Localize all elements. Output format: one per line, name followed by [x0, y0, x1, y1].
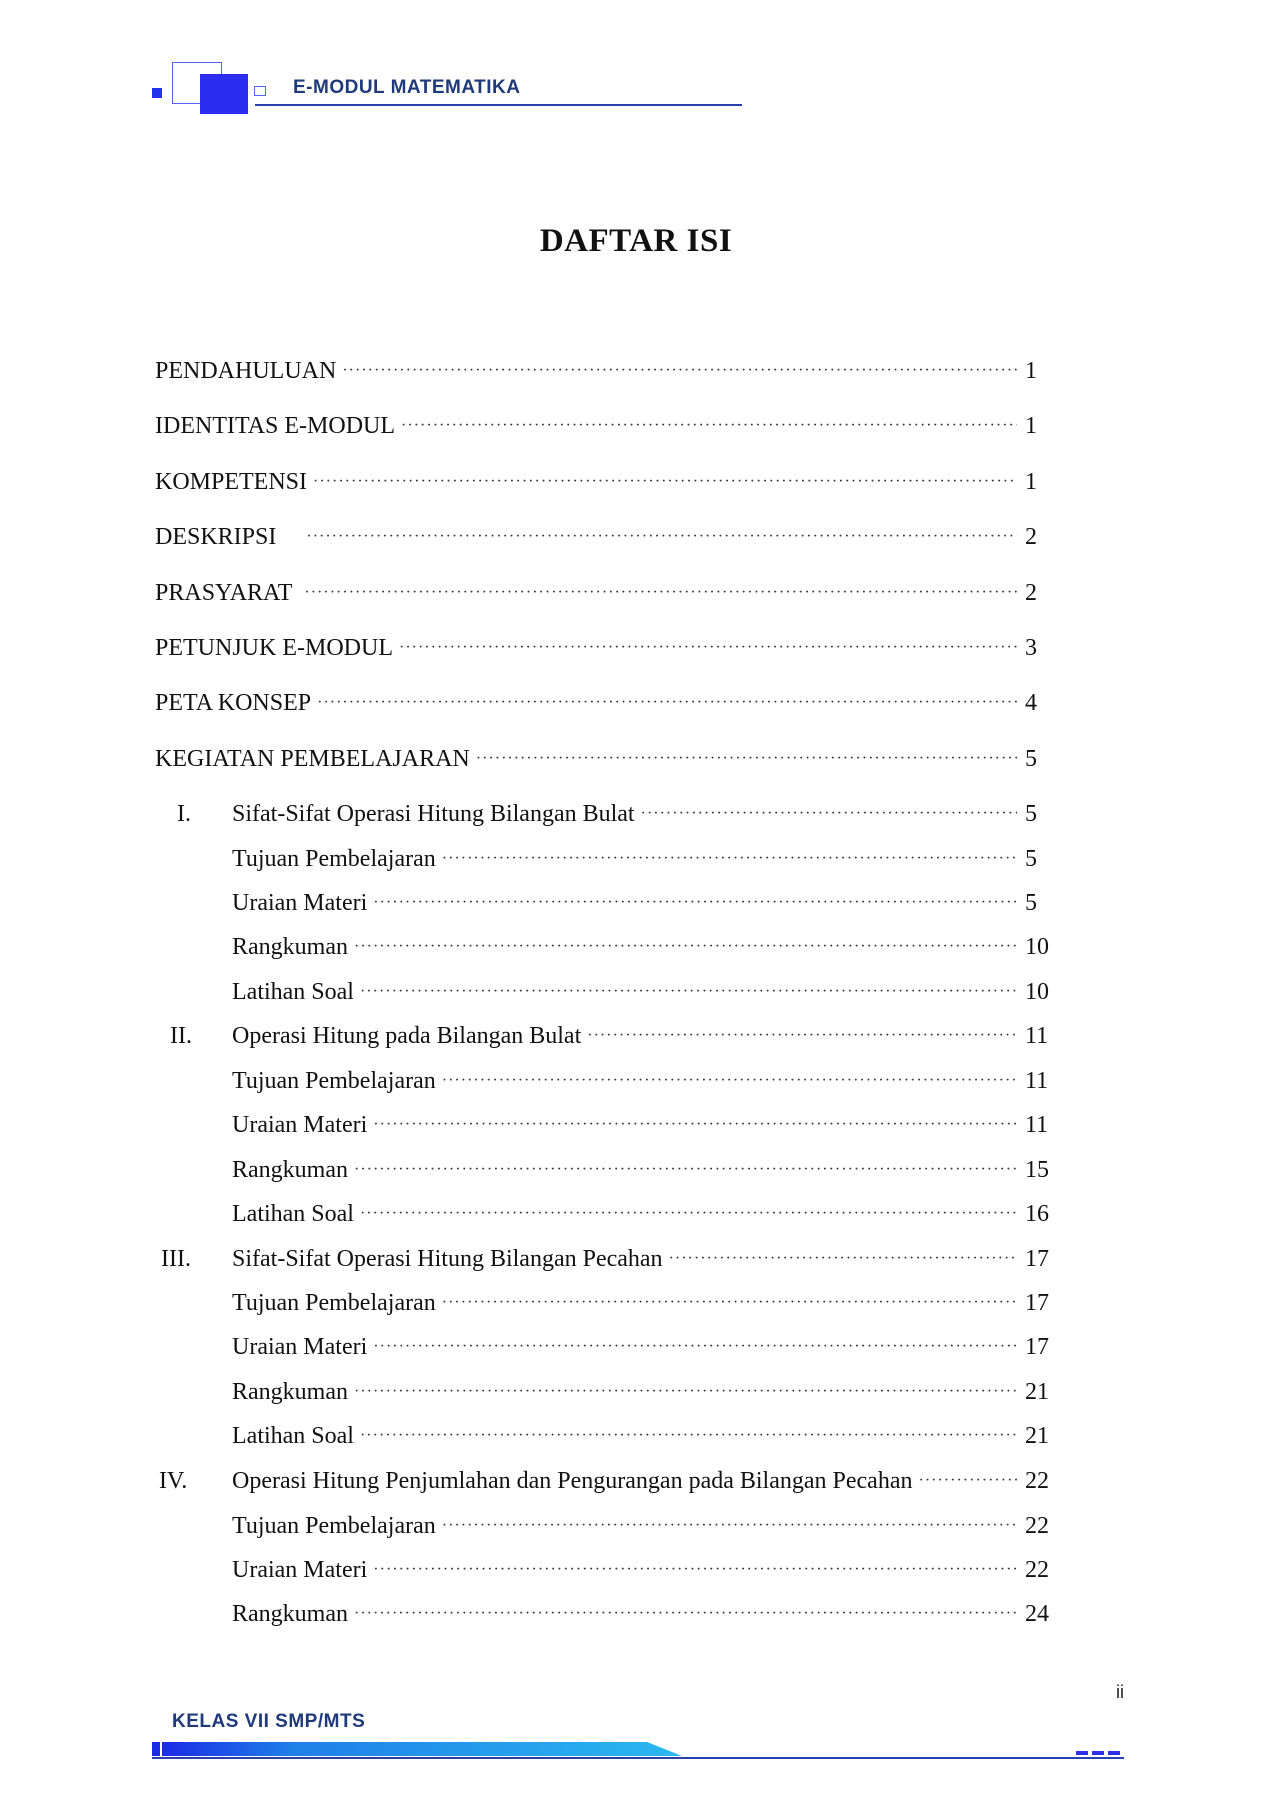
toc-entry-number: I. — [177, 801, 191, 827]
toc-entry-label: PENDAHULUAN — [155, 358, 337, 384]
dot-leader — [669, 1250, 1017, 1268]
dot-leader — [373, 894, 1017, 912]
footer-gradient-bar — [152, 1742, 682, 1756]
toc-entry[interactable] — [155, 580, 1055, 607]
toc-entry-label: Sifat-Sifat Operasi Hitung Bilangan Bulat — [232, 801, 635, 827]
toc-entry-page: 3 — [1025, 635, 1037, 661]
toc-entry[interactable] — [232, 1423, 1055, 1450]
dot-leader — [587, 1027, 1017, 1045]
dot-leader — [442, 850, 1017, 868]
toc-entry-label: Tujuan Pembelajaran — [232, 1068, 436, 1094]
toc-entry-label: KEGIATAN PEMBELAJARAN — [155, 746, 470, 772]
toc-entry-label: Rangkuman — [232, 934, 348, 960]
toc-entry-page: 22 — [1025, 1468, 1049, 1494]
dot-leader — [354, 938, 1017, 956]
dot-leader — [342, 362, 1017, 380]
footer-dash — [1108, 1751, 1120, 1755]
toc-entry[interactable] — [232, 846, 1055, 873]
toc-entry-label: PETA KONSEP — [155, 690, 312, 716]
toc-entry-page: 15 — [1025, 1157, 1049, 1183]
toc-entry-page: 21 — [1025, 1379, 1049, 1405]
toc-entry-page: 22 — [1025, 1557, 1049, 1583]
toc-entry-page: 24 — [1025, 1601, 1049, 1627]
toc-entry[interactable] — [232, 1557, 1055, 1584]
dot-leader — [641, 805, 1017, 823]
toc-entry[interactable] — [177, 801, 1055, 828]
toc-entry-page: 17 — [1025, 1246, 1049, 1272]
dot-leader — [442, 1072, 1017, 1090]
dot-leader — [304, 584, 1017, 602]
toc-entry-page: 10 — [1025, 979, 1049, 1005]
header-title: E-MODUL MATEMATIKA — [293, 77, 521, 98]
toc-entry-label: Rangkuman — [232, 1379, 348, 1405]
logo-square-filled — [200, 74, 248, 114]
toc-entry[interactable] — [232, 1513, 1055, 1540]
toc-entry-label: Latihan Soal — [232, 1201, 354, 1227]
dot-leader — [399, 639, 1017, 657]
dot-leader — [401, 417, 1017, 435]
logo-square-tiny — [254, 86, 266, 96]
dot-leader — [317, 694, 1017, 712]
dot-leader — [360, 1427, 1017, 1445]
dot-leader — [442, 1517, 1017, 1535]
toc-entry-page: 2 — [1025, 524, 1037, 550]
dot-leader — [306, 528, 1017, 546]
toc-entry[interactable] — [232, 890, 1055, 917]
dot-leader — [354, 1161, 1017, 1179]
toc-entry-number: III. — [161, 1246, 191, 1272]
footer-dash — [1076, 1751, 1088, 1755]
toc-entry[interactable] — [155, 690, 1055, 717]
toc-entry[interactable] — [232, 1112, 1055, 1139]
dot-leader — [360, 1205, 1017, 1223]
toc-entry-page: 4 — [1025, 690, 1037, 716]
dot-leader — [354, 1383, 1017, 1401]
toc-entry-label: PETUNJUK E-MODUL — [155, 635, 393, 661]
toc-entry-page: 2 — [1025, 580, 1037, 606]
footer-dash — [1092, 1751, 1104, 1755]
toc-entry-label: PRASYARAT — [155, 580, 293, 606]
toc-entry-page: 10 — [1025, 934, 1049, 960]
toc-entry-number: II. — [170, 1023, 192, 1049]
header-rule — [255, 104, 742, 106]
toc-entry-label: Tujuan Pembelajaran — [232, 1513, 436, 1539]
toc-entry-page: 17 — [1025, 1290, 1049, 1316]
toc-entry[interactable] — [232, 1379, 1055, 1406]
toc-entry-label: Latihan Soal — [232, 979, 354, 1005]
toc-entry-label: Uraian Materi — [232, 1112, 368, 1138]
toc-entry[interactable] — [155, 413, 1055, 440]
dot-leader — [354, 1605, 1017, 1623]
toc-entry-page: 1 — [1025, 469, 1037, 495]
toc-entry-page: 5 — [1025, 890, 1037, 916]
header-logo — [148, 62, 258, 114]
dot-leader — [360, 983, 1017, 1001]
toc-entry-label: DESKRIPSI — [155, 524, 277, 550]
toc-entry-label: Tujuan Pembelajaran — [232, 846, 436, 872]
logo-square-small — [152, 88, 162, 98]
toc-entry-label: Sifat-Sifat Operasi Hitung Bilangan Pecahan — [232, 1246, 663, 1272]
toc-entry-page: 5 — [1025, 746, 1037, 772]
footer-title: KELAS VII SMP/MTS — [172, 1711, 366, 1732]
toc-entry[interactable] — [155, 358, 1055, 385]
toc-entry-page: 5 — [1025, 801, 1037, 827]
toc-entry[interactable] — [155, 635, 1055, 662]
toc-entry[interactable] — [161, 1246, 1055, 1273]
toc-entry-label: Latihan Soal — [232, 1423, 354, 1449]
toc-entry-label: Tujuan Pembelajaran — [232, 1290, 436, 1316]
toc-entry[interactable] — [232, 1068, 1055, 1095]
footer-rule — [152, 1757, 1124, 1759]
toc-entry[interactable] — [155, 746, 1055, 773]
dot-leader — [918, 1472, 1017, 1490]
toc-entry[interactable] — [232, 1157, 1055, 1184]
toc-entry[interactable] — [170, 1023, 1055, 1050]
toc-entry-number: IV. — [159, 1468, 188, 1494]
page-number: ii — [1116, 1682, 1124, 1702]
toc-entry-label: KOMPETENSI — [155, 469, 308, 495]
page-title: DAFTAR ISI — [539, 223, 733, 259]
dot-leader — [476, 750, 1017, 768]
toc-entry[interactable] — [232, 1601, 1055, 1628]
toc-entry-label: Operasi Hitung pada Bilangan Bulat — [232, 1023, 582, 1049]
toc-entry-label: Rangkuman — [232, 1601, 348, 1627]
dot-leader — [373, 1338, 1017, 1356]
toc-entry[interactable] — [232, 1290, 1055, 1317]
toc-entry-label: Uraian Materi — [232, 1334, 368, 1360]
toc-entry[interactable] — [232, 1334, 1055, 1361]
toc-entry-label: IDENTITAS E-MODUL — [155, 413, 396, 439]
toc-entry[interactable] — [232, 979, 1055, 1006]
toc-entry[interactable] — [155, 524, 1055, 551]
dot-leader — [373, 1561, 1017, 1579]
toc-entry-page: 22 — [1025, 1513, 1049, 1539]
toc-entry-page: 1 — [1025, 358, 1037, 384]
dot-leader — [442, 1294, 1017, 1312]
toc-entry[interactable] — [155, 469, 1055, 496]
toc-entry[interactable] — [232, 934, 1055, 961]
dot-leader — [373, 1116, 1017, 1134]
toc-entry-page: 11 — [1025, 1023, 1049, 1049]
toc-entry-page: 5 — [1025, 846, 1037, 872]
toc-entry-page: 21 — [1025, 1423, 1049, 1449]
toc-entry-page: 1 — [1025, 413, 1037, 439]
toc-entry-label: Operasi Hitung Penjumlahan dan Pengurangan pada Bilangan Pecahan — [232, 1468, 913, 1494]
toc-entry-label: Uraian Materi — [232, 1557, 368, 1583]
toc-entry-page: 17 — [1025, 1334, 1049, 1360]
toc-entry[interactable] — [159, 1468, 1055, 1495]
toc-entry[interactable] — [232, 1201, 1055, 1228]
toc-entry-label: Rangkuman — [232, 1157, 348, 1183]
toc-entry-page: 16 — [1025, 1201, 1049, 1227]
toc-entry-page: 11 — [1025, 1068, 1049, 1094]
toc-entry-page: 11 — [1025, 1112, 1049, 1138]
toc-entry-label: Uraian Materi — [232, 890, 368, 916]
dot-leader — [313, 473, 1017, 491]
